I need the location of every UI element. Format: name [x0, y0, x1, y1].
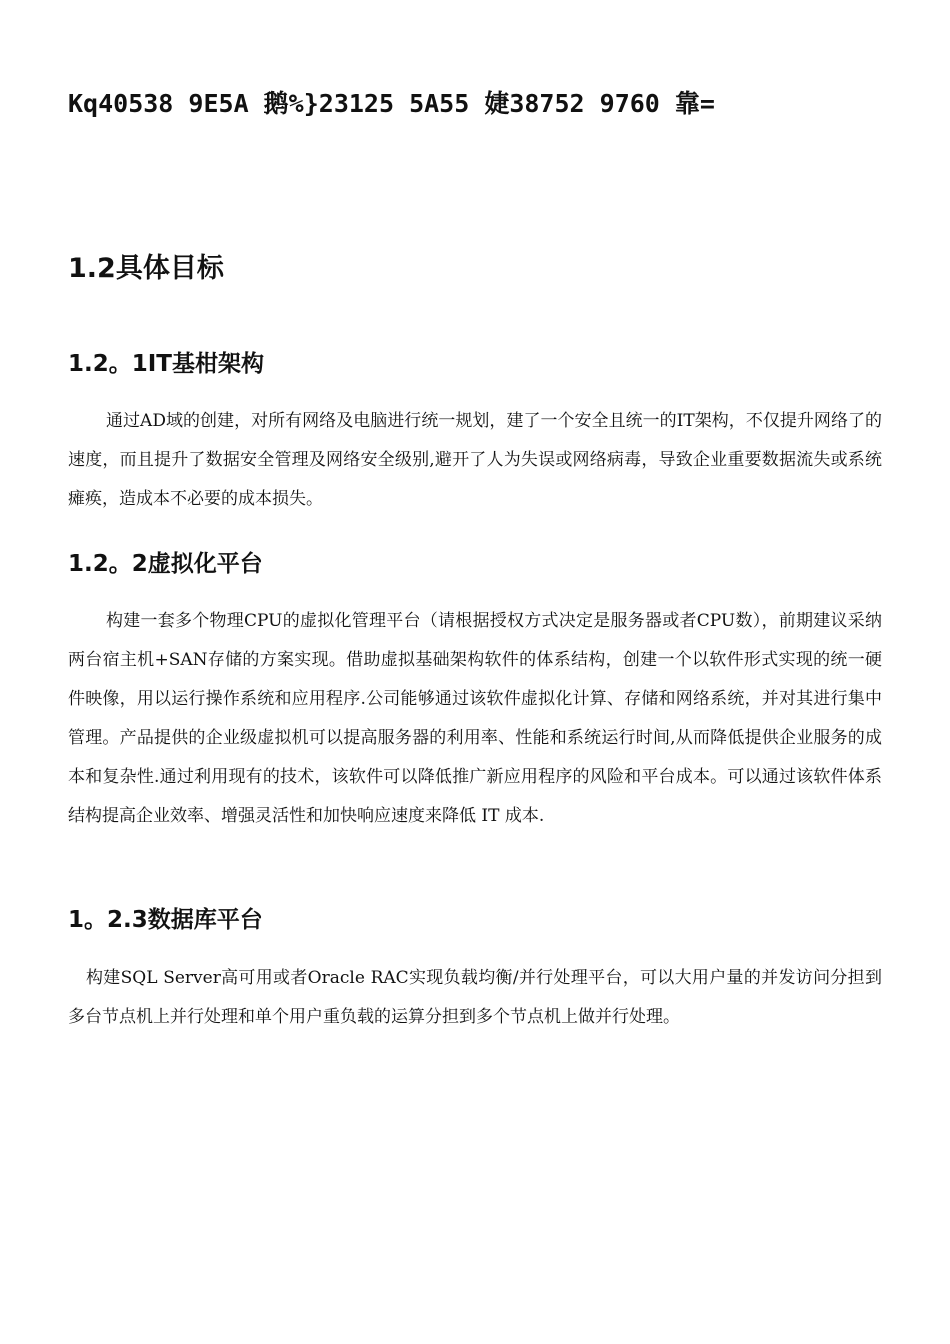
subsection-heading-database: 1。2.3数据库平台	[68, 907, 263, 933]
section-heading: 1.2具体目标	[68, 253, 224, 284]
garbled-header-line: Kq40538 9E5A 鹅%}23125 5A55 婕38752 9760 靠=	[68, 89, 715, 118]
paragraph-virtualization: 构建一套多个物理CPU的虚拟化管理平台（请根据授权方式决定是服务器或者CPU数），前期建议采纳两台宿主机+SAN存储的方案实现。借助虚拟基础架构软件的体系结构，创建一个以软件形式实现的统一硬件映像，用以运行操作系统和应用程序.公司能够通过该软件虚拟化计算、存储和网络系统，并对其进行集中管理。产品提供的企业级虚拟机可以提高服务器的利用率、性能和系统运行时间,从而降低提供企业服务的成本和复杂性.通过利用现有的技术，该软件可以降低推广新应用程序的风险和平台成本。可以通过该软件体系结构提高企业效率、增强灵活性和加快响应速度来降低 IT 成本.	[68, 611, 882, 826]
subsection-heading-it-infrastructure: 1.2。1IT基柑架构	[68, 351, 264, 377]
subsection-heading-virtualization: 1.2。2虚拟化平台	[68, 551, 263, 577]
paragraph-it-infrastructure: 通过AD域的创建，对所有网络及电脑进行统一规划，建了一个安全且统一的IT架构，不仅提升网络了的速度，而且提升了数据安全管理及网络安全级别,避开了人为失误或网络病毒，导致企业重要数据流失或系统瘫痪，造成本不必要的成本损失。	[68, 411, 882, 509]
paragraph-database: 构建SQL Server高可用或者Oracle RAC实现负载均衡/并行处理平台，可以大用户量的并发访问分担到多台节点机上并行处理和单个用户重负载的运算分担到多个节点机上做并行处理。	[68, 968, 882, 1027]
